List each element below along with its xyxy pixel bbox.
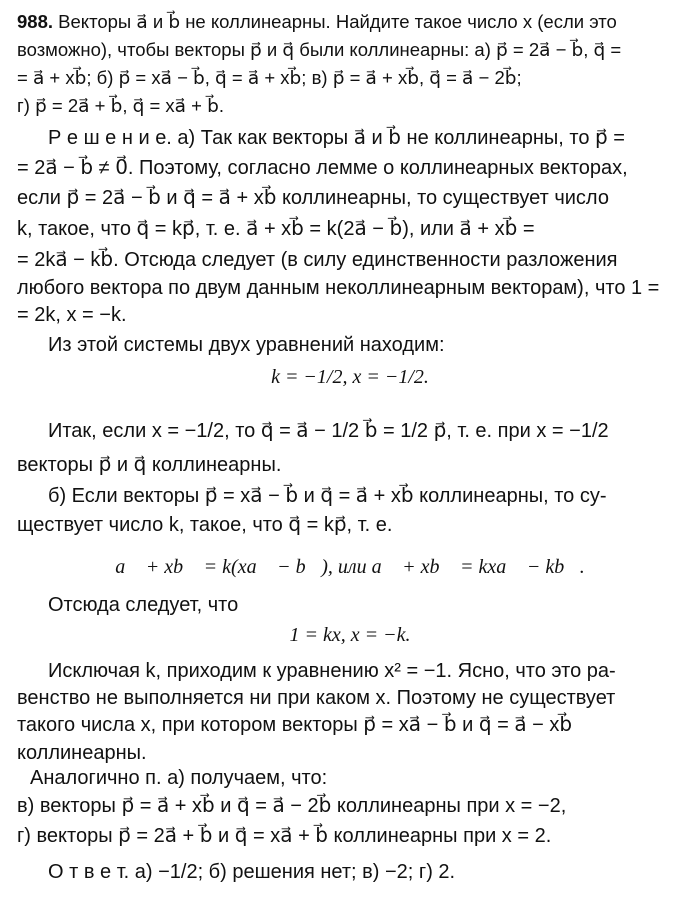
- solution-line-22: в) векторы p⃗ = a⃗ + xb⃗ и q⃗ = a⃗ − 2b⃗ коллинеарны при x = −2,: [17, 795, 567, 817]
- solution-line-11: векторы p⃗ и q⃗ коллинеарны.: [17, 454, 282, 476]
- problem-number: 988.: [17, 11, 54, 32]
- problem-line-4: г) p⃗ = 2a⃗ + b⃗, q⃗ = xa⃗ + b⃗.: [17, 95, 224, 116]
- problem-text-1: Векторы a⃗ и b⃗ не коллинеарны. Найдите такое число x (если это: [58, 11, 617, 32]
- solution-line-19: такого числа x, при котором векторы p⃗ = xa⃗ − b⃗ и q⃗ = a⃗ − xb⃗: [17, 714, 573, 736]
- solution-line-21: Аналогично п. а) получаем, что:: [30, 767, 328, 789]
- solution-line-8: Из этой системы двух уравнений находим:: [48, 334, 445, 356]
- solution-line-4: k, такое, что q⃗ = kp⃗, т. е. a⃗ + xb⃗ = k(2a⃗ − b⃗), или a⃗ + xb⃗ =: [17, 218, 535, 240]
- answer-line: О т в е т. а) −1/2; б) решения нет; в) −2; г) 2.: [48, 861, 456, 883]
- problem-line-1: [17, 10, 617, 34]
- solution-line-2: = 2a⃗ − b⃗ ≠ 0⃗. Поэтому, согласно лемме о коллинеарных векторах,: [17, 157, 628, 179]
- solution-line-17: Исключая k, приходим к уравнению x² = −1. Ясно, что это ра-: [48, 660, 616, 682]
- solution-line-18: венство не выполняется ни при каком x. Поэтому не существует: [17, 687, 616, 709]
- solution-line-5: = 2ka⃗ − kb⃗. Отсюда следует (в силу единственности разложения: [17, 249, 618, 271]
- problem-line-2: возможно), чтобы векторы p⃗ и q⃗ были коллинеарны: а) p⃗ = 2a⃗ − b⃗, q⃗ =: [17, 39, 622, 60]
- solution-line-10: Итак, если x = −1/2, то q⃗ = a⃗ − 1/2 b⃗ = 1/2 p⃗, т. е. при x = −1/2: [48, 420, 609, 442]
- problem-line-3: = a⃗ + xb⃗; б) p⃗ = xa⃗ − b⃗, q⃗ = a⃗ + xb⃗; в) p⃗ = a⃗ + xb⃗, q⃗ = a⃗ − 2b⃗;: [17, 67, 522, 88]
- solution-line-20: коллинеарны.: [17, 742, 147, 764]
- solution-line-12: б) Если векторы p⃗ = xa⃗ − b⃗ и q⃗ = a⃗ + xb⃗ коллинеарны, то су-: [48, 485, 607, 507]
- solution-line-13: ществует число k, такое, что q⃗ = kp⃗, т. е.: [17, 514, 393, 536]
- equation-k-x: k = −1/2, x = −1/2.: [271, 366, 429, 388]
- solution-line-3: если p⃗ = 2a⃗ − b⃗ и q⃗ = a⃗ + xb⃗ коллинеарны, то существует число: [17, 187, 609, 209]
- solution-line-15: Отсюда следует, что: [48, 594, 239, 616]
- solution-line-23: г) векторы p⃗ = 2a⃗ + b⃗ и q⃗ = xa⃗ + b⃗ коллинеарны при x = 2.: [17, 825, 552, 847]
- solution-line-6: любого вектора по двум данным неколлинеарным векторам), что 1 =: [17, 277, 660, 299]
- solution-line-1: Р е ш е н и е. а) Так как векторы a⃗ и b⃗ не коллинеарны, то p⃗ =: [48, 127, 625, 149]
- solution-line-7: = 2k, x = −k.: [17, 304, 127, 326]
- equation-b: a⃗ + xb⃗ = k(xa⃗ − b⃗), или a⃗ + xb⃗ = kxa⃗ − kb⃗.: [115, 556, 585, 578]
- equation-kx: 1 = kx, x = −k.: [289, 624, 411, 646]
